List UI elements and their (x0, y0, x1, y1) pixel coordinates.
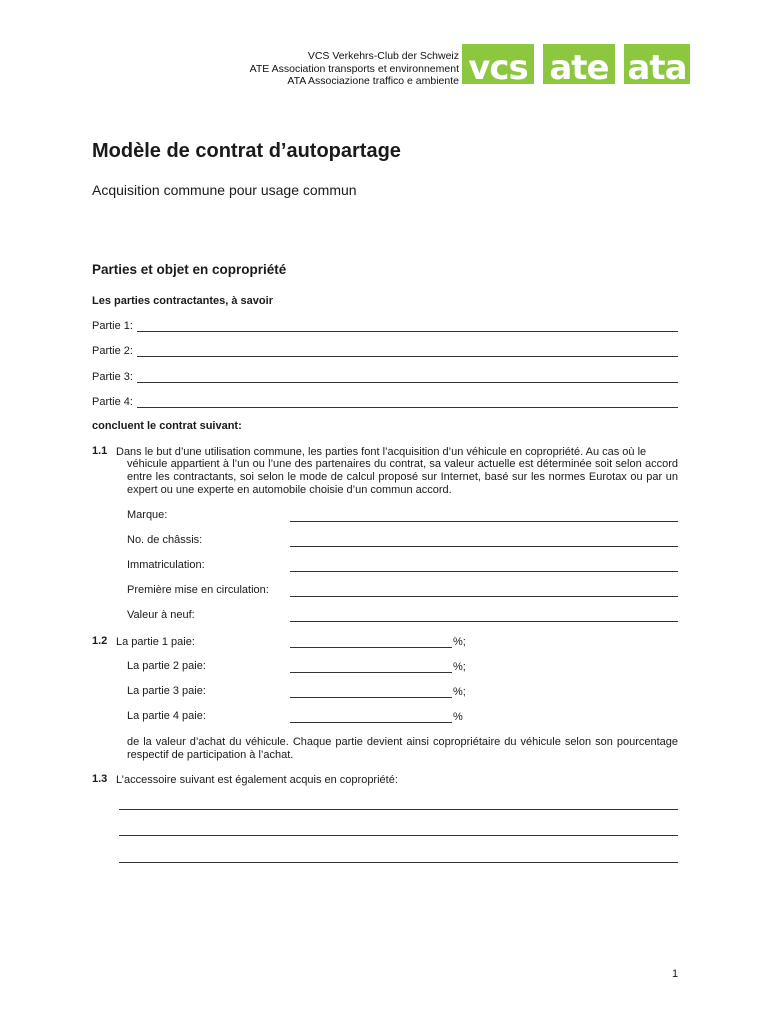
vcs-logo: vcs (462, 44, 534, 84)
payment-2-field[interactable] (290, 661, 452, 673)
organization-names (199, 50, 459, 88)
field-label-chassis: No. de châssis: (127, 534, 203, 546)
org-line-ata: ATA Associazione traffico e ambiente (287, 75, 459, 87)
page-number: 1 (672, 968, 679, 980)
payment-1-field[interactable] (290, 636, 452, 648)
field-label-new-value: Valeur à neuf: (127, 609, 195, 621)
clause-1-2-number: 1.2 (92, 635, 108, 647)
party-4-field[interactable] (137, 396, 678, 408)
payment-4-suffix: % (453, 711, 463, 723)
clause-1-1-number: 1.1 (92, 445, 108, 457)
field-label-immatriculation: Immatriculation: (127, 559, 205, 571)
payment-2-suffix: %; (453, 661, 466, 673)
chassis-field[interactable] (290, 535, 678, 547)
party-1-label: Partie 1: (92, 320, 133, 332)
payment-4-field[interactable] (290, 711, 452, 723)
document-subtitle: Acquisition commune pour usage commun (92, 182, 357, 198)
clause-1-3-text: L’accessoire suivant est également acquis en copropriété: (116, 774, 398, 786)
marque-field[interactable] (290, 510, 678, 522)
payment-3-suffix: %; (453, 686, 466, 698)
accessory-field-3[interactable] (119, 851, 678, 863)
org-line-vcs: VCS Verkehrs-Club der Schweiz (307, 50, 459, 62)
payment-3-field[interactable] (290, 686, 452, 698)
immatriculation-field[interactable] (290, 560, 678, 572)
field-label-first-registration: Première mise en circulation: (127, 584, 269, 596)
org-line-ate: ATE Association transports et environnement (249, 62, 459, 75)
payment-label-1: La partie 1 paie: (116, 636, 195, 648)
accessory-field-1[interactable] (119, 798, 678, 810)
accessory-field-2[interactable] (119, 824, 678, 836)
clause-1-3-number: 1.3 (92, 773, 108, 785)
ate-logo: ate (543, 44, 615, 84)
field-label-marque: Marque: (127, 509, 168, 521)
party-3-label: Partie 3: (92, 371, 133, 383)
parties-intro: Les parties contractantes, à savoir (92, 295, 273, 307)
section-heading: Parties et objet en copropriété (92, 262, 287, 277)
party-2-label: Partie 2: (92, 345, 133, 357)
ata-logo: ata (624, 44, 690, 84)
document-title: Modèle de contrat d’autopartage (92, 140, 401, 162)
clause-1-1-text: véhicule appartient à l’un ou l’une des partenaires du contrat, sa valeur actuelle est déterminée soit selon accord entre les contractants, soi selon le mode de calcul proposé sur Internet, basé sur les normes Eurotax ou par un expert ou une experte en automobile choisie d’un commun accord. (127, 458, 678, 496)
party-2-field[interactable] (137, 345, 678, 357)
new-value-field[interactable] (290, 610, 678, 622)
party-1-field[interactable] (137, 320, 678, 332)
payment-label-4: La partie 4 paie: (127, 710, 206, 722)
payment-label-2: La partie 2 paie: (127, 660, 206, 672)
concluent-text: concluent le contrat suivant: (92, 420, 242, 432)
clause-1-1-first-line: Dans le but d’une utilisation commune, les parties font l’acquisition d’un véhicule en copropriété. Au cas où le (116, 446, 647, 458)
payment-1-suffix: %; (453, 636, 466, 648)
payment-label-3: La partie 3 paie: (127, 685, 206, 697)
party-3-field[interactable] (137, 371, 678, 383)
party-4-label: Partie 4: (92, 396, 133, 408)
clause-1-2-note: de la valeur d’achat du véhicule. Chaque partie devient ainsi copropriétaire du véhicule selon son pourcentage respectif de participation à l’achat. (127, 736, 678, 761)
first-registration-field[interactable] (290, 585, 678, 597)
